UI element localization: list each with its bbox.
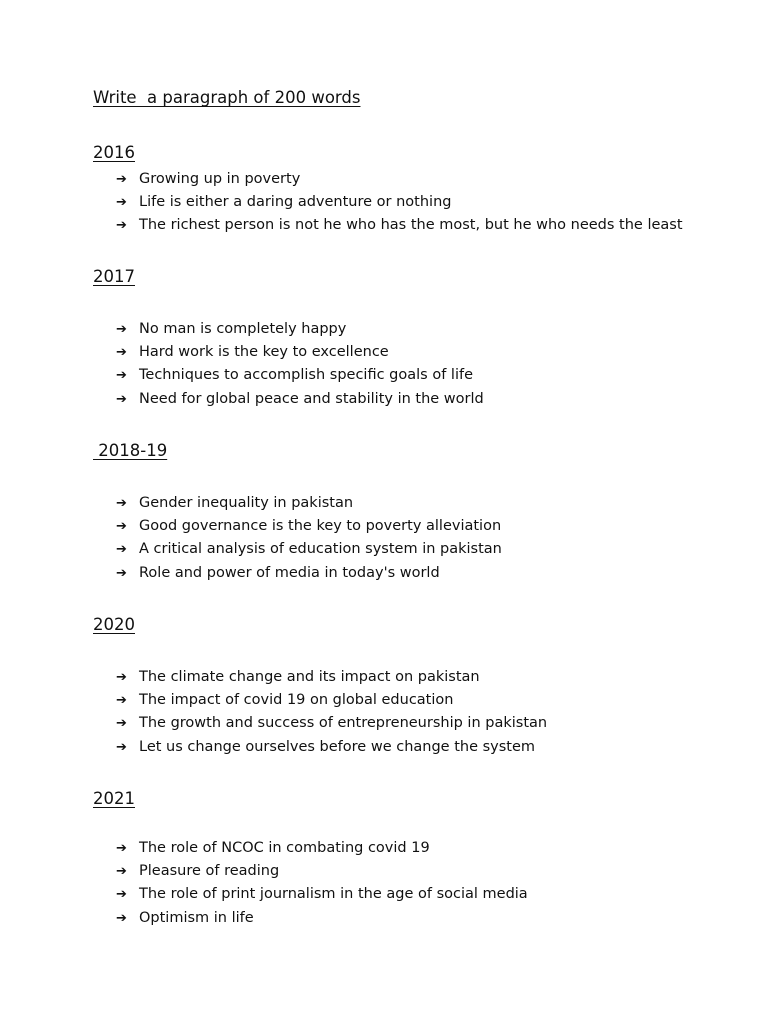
arrow-bullet-icon: ➔ [116,565,127,581]
topic-text: No man is completely happy [139,321,347,337]
list-item [116,168,683,191]
arrow-bullet-icon: ➔ [116,345,127,361]
arrow-bullet-icon: ➔ [116,368,127,384]
list-item [116,318,484,341]
arrow-bullet-icon: ➔ [116,195,127,211]
section-year-2016: 2016 [93,143,135,162]
list-item [116,883,528,906]
topic-list-2018-19 [116,492,502,585]
topic-list-2021 [116,837,528,930]
list-item [116,492,502,515]
topic-text: The role of NCOC in combating covid 19 [139,840,430,856]
section-year-2021: 2021 [93,789,135,808]
list-item [116,538,502,561]
arrow-bullet-icon: ➔ [116,519,127,535]
topic-list-2017 [116,318,484,411]
arrow-bullet-icon: ➔ [116,887,127,903]
list-item [116,736,547,759]
topic-text: Life is either a daring adventure or nothing [139,194,452,211]
list-item [116,712,547,735]
arrow-bullet-icon: ➔ [116,910,127,926]
topic-text: Need for global peace and stability in the world [139,390,484,407]
section-year-2020: 2020 [93,615,135,634]
arrow-bullet-icon: ➔ [116,496,127,511]
topic-text: Gender inequality in pakistan [139,495,354,511]
list-item [116,860,528,883]
list-item [116,666,547,689]
topic-list-2020 [116,666,547,759]
topic-text: The role of print journalism in the age of social media [139,886,528,903]
topic-list-2016 [116,168,683,238]
arrow-bullet-icon: ➔ [116,716,127,732]
list-item [116,689,547,712]
list-item [116,837,528,860]
arrow-bullet-icon: ➔ [116,841,127,856]
topic-text: Pleasure of reading [139,863,280,880]
section-year-2017: 2017 [93,267,135,286]
topic-text: The richest person is not he who has the most, but he who needs the least [139,217,683,234]
arrow-bullet-icon: ➔ [116,542,127,558]
topic-text: Role and power of media in today's world [139,564,440,581]
topic-text: Techniques to accomplish specific goals of life [139,367,473,384]
arrow-bullet-icon: ➔ [116,391,127,407]
arrow-bullet-icon: ➔ [116,322,127,337]
topic-text: The climate change and its impact on pakistan [139,669,480,685]
topic-text: A critical analysis of education system in pakistan [139,541,502,558]
list-item [116,388,484,411]
list-item [116,214,683,237]
topic-text: Growing up in poverty [139,171,301,187]
topic-text: Let us change ourselves before we change the system [139,738,536,755]
topic-text: Hard work is the key to excellence [139,344,389,361]
topic-text: Good governance is the key to poverty alleviation [139,518,502,535]
arrow-bullet-icon: ➔ [116,693,127,709]
topic-text: The growth and success of entrepreneurship in pakistan [139,715,548,732]
list-item [116,515,502,538]
topic-text: The impact of covid 19 on global education [139,692,454,709]
topic-text: Optimism in life [139,909,254,926]
list-item [116,364,484,387]
document-title: Write a paragraph of 200 words [93,88,361,107]
arrow-bullet-icon: ➔ [116,864,127,880]
list-item [116,191,683,214]
arrow-bullet-icon: ➔ [116,172,127,187]
list-item [116,341,484,364]
arrow-bullet-icon: ➔ [116,739,127,755]
list-item [116,907,528,930]
list-item [116,562,502,585]
arrow-bullet-icon: ➔ [116,670,127,685]
arrow-bullet-icon: ➔ [116,218,127,234]
section-year-2018-19: 2018-19 [93,441,168,460]
